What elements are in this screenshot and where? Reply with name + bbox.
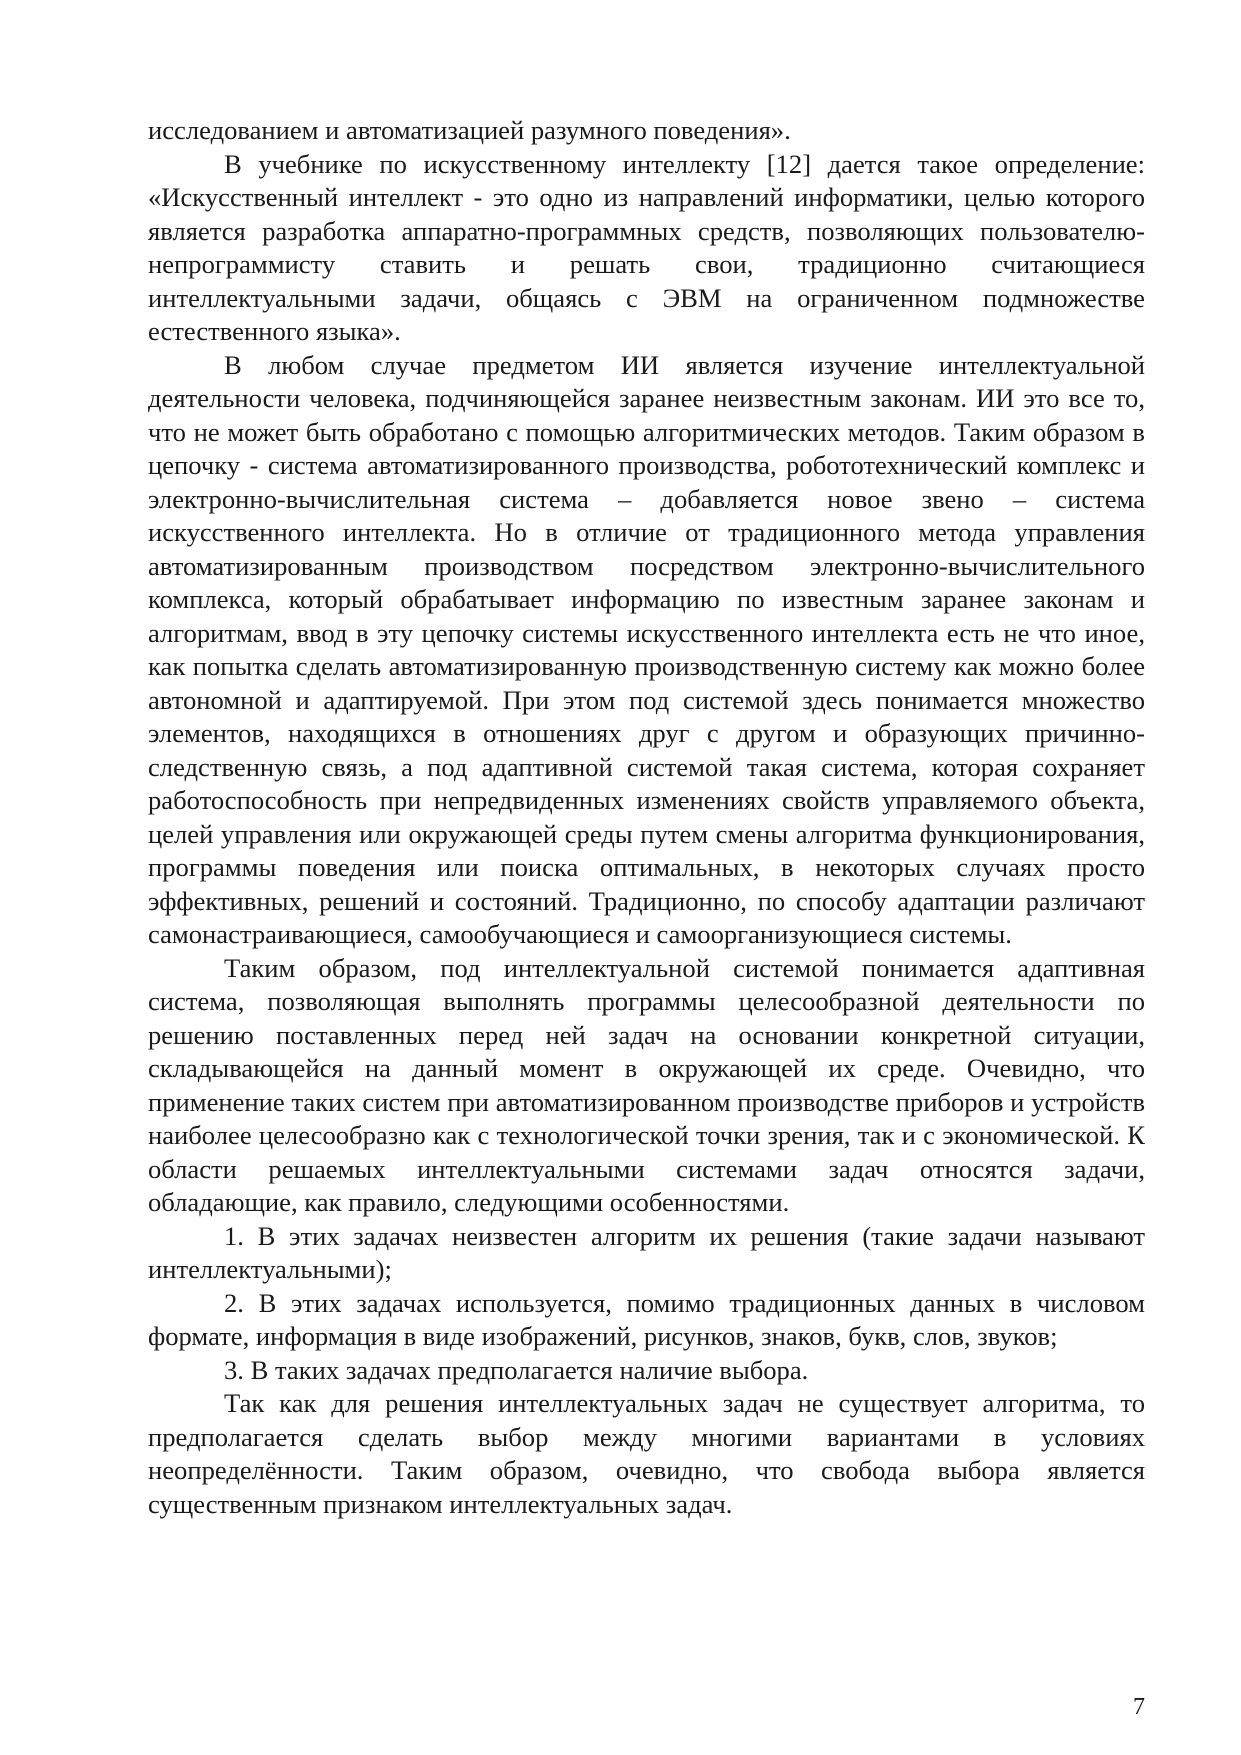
list-item-1: 1. В этих задачах неизвестен алгоритм их решения (такие задачи называют интеллектуальными); bbox=[148, 1220, 1145, 1284]
paragraph-conclusion: Так как для решения интеллектуальных задач не существует алгоритма, то предполагается сделать выбор между многими вариантами в условиях неопределённости. Таким образом, очевидно, что свобода выбора является существенным признаком интеллектуальных задач. bbox=[148, 1388, 1145, 1519]
paragraph-ai-subject: В любом случае предметом ИИ является изучение интеллектуальной деятельности человека, подчиняющейся заранее неизвестным законам. ИИ это все то, что не может быть обработано с помощью алгоритмических методов. Таким образом в цепочку - система автоматизированного производства, робототехнический комплекс и электронно-вычислительная система – добавляется новое звено – система искусственного интеллекта. Но в отличие от традиционного метода управления автоматизированным производством посредством электронно-вычислительного комплекса, который обрабатывает информацию по известным заранее законам и алгоритмам, ввод в эту цепочку системы искусственного интеллекта есть не что иное, как попытка сделать автоматизированную производственную систему как можно более автономной и адаптируемой. При этом под системой здесь понимается множество элементов, находящихся в отношениях друг с другом и образующих причинно-следственную связь, а под адаптивной системой такая система, которая сохраняет работоспособность при непредвиденных изменениях свойств управляемого объекта, целей управления или окружающей среды путем смены алгоритма функционирования, программы поведения или поиска оптимальных, в некоторых случаях просто эффективных, решений и состояний. Традиционно, по способу адаптации различают самонастраивающиеся, самообучающиеся и самоорганизующиеся системы. bbox=[148, 349, 1145, 949]
paragraph-textbook-definition: В учебнике по искусственному интеллекту [12] дается такое определение: «Искусственный интеллект - это одно из направлений информатики, целью которого является разработка аппаратно-программных средств, позволяющих пользователю-непрограммисту ставить и решать свои, традиционно считающиеся интеллектуальными задачи, общаясь с ЭВМ на ограниченном подмножестве естественного языка». bbox=[148, 148, 1145, 346]
page-number: 7 bbox=[1133, 1694, 1145, 1720]
paragraph-continuation: исследованием и автоматизацией разумного поведения». bbox=[148, 115, 791, 145]
list-item-2: 2. В этих задачах используется, помимо традиционных данных в числовом формате, информация в виде изображений, рисунков, знаков, букв, слов, звуков; bbox=[148, 1287, 1145, 1351]
paragraph-intelligent-system: Таким образом, под интеллектуальной системой понимается адаптивная система, позволяющая выполнять программы целесообразной деятельности по решению поставленных перед ней задач на основании конкретной ситуации, складывающейся на данный момент в окружающей их среде. Очевидно, что применение таких систем при автоматизированном производстве приборов и устройств наиболее целесообразно как с технологической точки зрения, так и с экономической. К области решаемых интеллектуальными системами задач относятся задачи, обладающие, как правило, следующими особенностями. bbox=[148, 952, 1145, 1217]
list-item-3: 3. В таких задачах предполагается наличие выбора. bbox=[224, 1354, 809, 1385]
document-body bbox=[148, 114, 1145, 1521]
